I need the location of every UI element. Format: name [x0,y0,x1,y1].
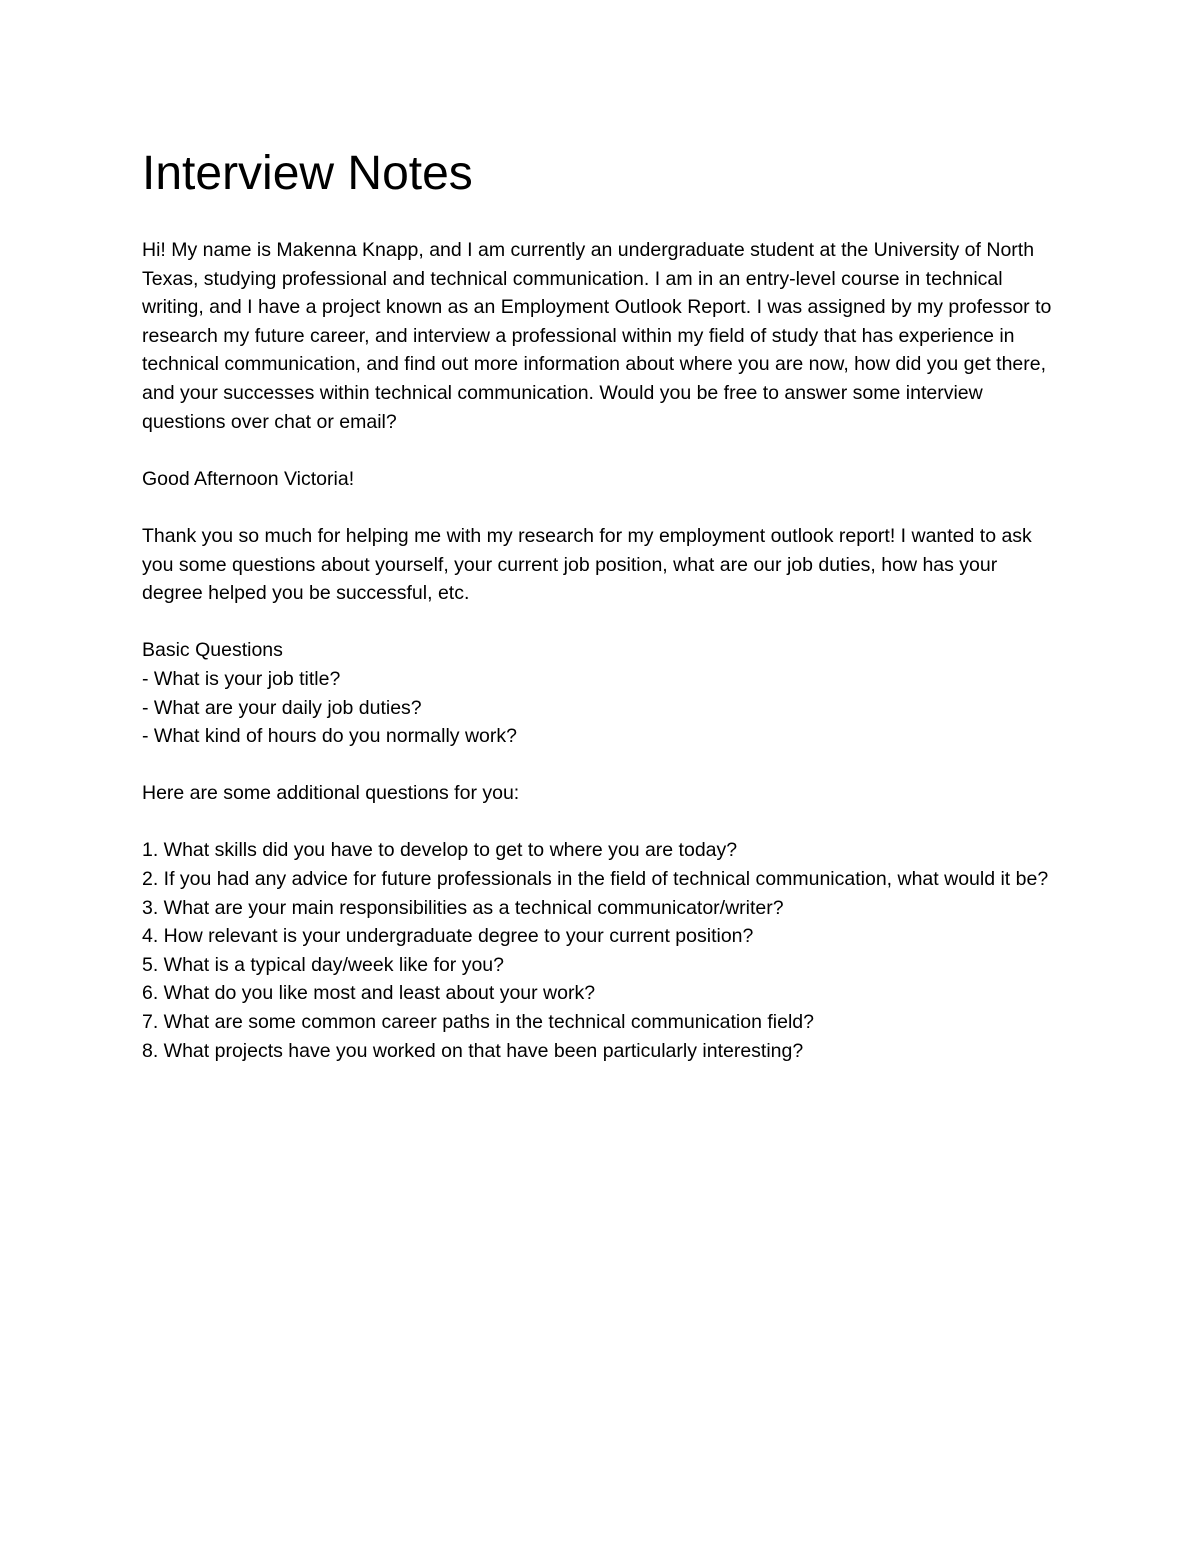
additional-questions-heading: Here are some additional questions for you: [142,782,520,805]
additional-question-item: 3. What are your main responsibilities as a technical communicator/writer? [142,896,784,919]
document-title: Interview Notes [142,147,473,200]
additional-question-item: 1. What skills did you have to develop to get to where you are today? [142,839,738,862]
additional-question-item: 8. What projects have you worked on that have been particularly interesting? [142,1039,804,1062]
additional-questions-list [142,836,1062,1065]
greeting-paragraph: Good Afternoon Victoria! [142,467,355,490]
additional-question-item: 6. What do you like most and least about your work? [142,982,596,1005]
document-page [142,138,1062,1094]
additional-question-item: 7. What are some common career paths in the technical communication field? [142,1011,814,1034]
basic-question-item: - What kind of hours do you normally work? [142,725,517,748]
basic-question-item: - What are your daily job duties? [142,696,422,719]
additional-question-item: 2. If you had any advice for future professionals in the field of technical communication, what would it be? [142,868,1049,891]
intro-paragraph: Hi! My name is Makenna Knapp, and I am currently an undergraduate student at the University of North Texas, studying professional and technical communication. I am in an entry-level course in technical writing, and I have a project known as an Employment Outlook Report. I was assigned by my professor to research my future career, and interview a professional within my field of study that has experience in technical communication, and find out more information about where you are now, how did you get there, and your successes within technical communication. Would you be free to answer some interview questions over chat or email? [142,239,1052,433]
basic-questions-section [142,636,1062,750]
thanks-paragraph: Thank you so much for helping me with my research for my employment outlook report! I wanted to ask you some questions about yourself, your current job position, what are our job duties, how has your degree helped you be successful, etc. [142,524,1032,605]
basic-question-item: - What is your job title? [142,667,341,690]
basic-questions-heading: Basic Questions [142,639,283,662]
additional-question-item: 4. How relevant is your undergraduate degree to your current position? [142,925,754,948]
additional-question-item: 5. What is a typical day/week like for you? [142,953,504,976]
